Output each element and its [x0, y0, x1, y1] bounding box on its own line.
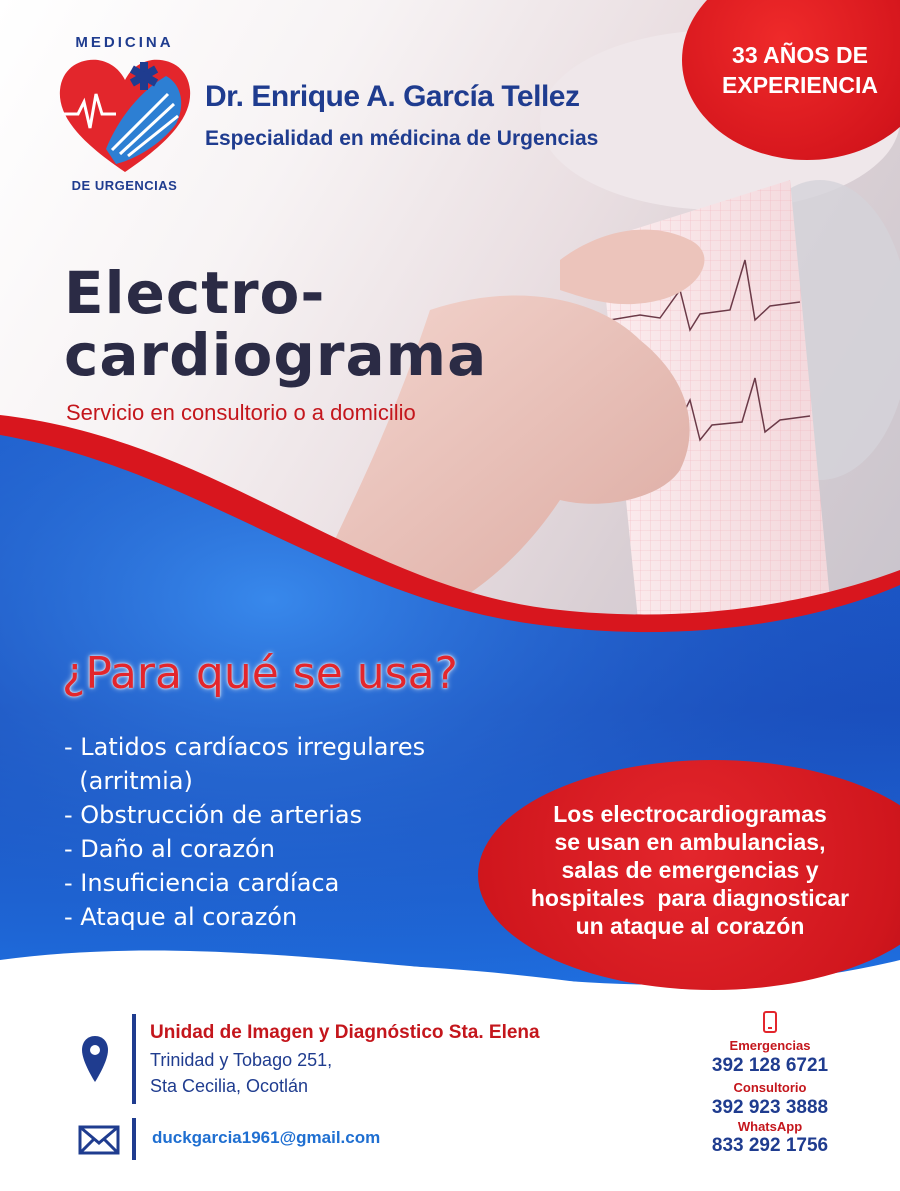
contact-label-consultorio: Consultorio	[733, 1080, 807, 1095]
uses-list	[64, 730, 425, 934]
info-line: se usan en ambulancias,	[554, 829, 826, 855]
service-subtitle: Servicio en consultorio o a domicilio	[66, 400, 416, 425]
info-text	[500, 800, 880, 940]
experience-line-1: 33 AÑOS DE	[732, 42, 868, 68]
page-title	[64, 259, 488, 389]
divider	[132, 1014, 136, 1104]
address-line-2: Sta Cecilia, Ocotlán	[150, 1076, 309, 1096]
uses-item: - Latidos cardíacos irregulares	[64, 733, 426, 761]
info-line: Los electrocardiogramas	[553, 801, 827, 827]
experience-badge-text	[700, 40, 900, 100]
logo-top-text: MEDICINA	[75, 34, 174, 51]
phone-icon	[762, 1011, 778, 1033]
location-pin-icon	[80, 1034, 110, 1086]
email-link[interactable]: duckgarcia1961@gmail.com	[152, 1128, 381, 1147]
uses-item: - Insuficiencia cardíaca	[64, 869, 340, 897]
logo	[52, 34, 197, 199]
experience-line-2: EXPERIENCIA	[722, 72, 878, 98]
address-line-1: Trinidad y Tobago 251,	[150, 1050, 333, 1070]
uses-heading: ¿Para qué se usa?	[62, 648, 458, 699]
contact-label-whatsapp: WhatsApp	[737, 1119, 803, 1134]
title-line-2: cardiograma	[64, 321, 488, 389]
info-line: salas de emergencias y	[561, 857, 819, 883]
uses-item: - Ataque al corazón	[64, 903, 298, 931]
doctor-specialty: Especialidad en médicina de Urgencias	[205, 127, 599, 150]
logo-bottom-text: DE URGENCIAS	[71, 178, 178, 193]
heart-hand-icon	[56, 54, 194, 179]
contact-label-emergencias: Emergencias	[729, 1038, 811, 1053]
phone-emergencias[interactable]: 392 128 6721	[711, 1055, 829, 1076]
uses-item: - Obstrucción de arterias	[64, 801, 363, 829]
info-line: hospitales para diagnosticar	[530, 885, 850, 911]
clinic-name: Unidad de Imagen y Diagnóstico Sta. Elena	[150, 1022, 540, 1043]
info-line: un ataque al corazón	[575, 913, 805, 939]
title-line-1: Electro-	[64, 259, 326, 327]
uses-item: (arritmia)	[64, 767, 193, 795]
phone-whatsapp[interactable]: 833 292 1756	[711, 1135, 829, 1156]
phone-consultorio[interactable]: 392 923 3888	[711, 1097, 829, 1118]
divider	[132, 1118, 136, 1160]
envelope-icon	[78, 1125, 120, 1155]
doctor-name: Dr. Enrique A. García Tellez	[205, 80, 580, 113]
uses-item: - Daño al corazón	[64, 835, 275, 863]
